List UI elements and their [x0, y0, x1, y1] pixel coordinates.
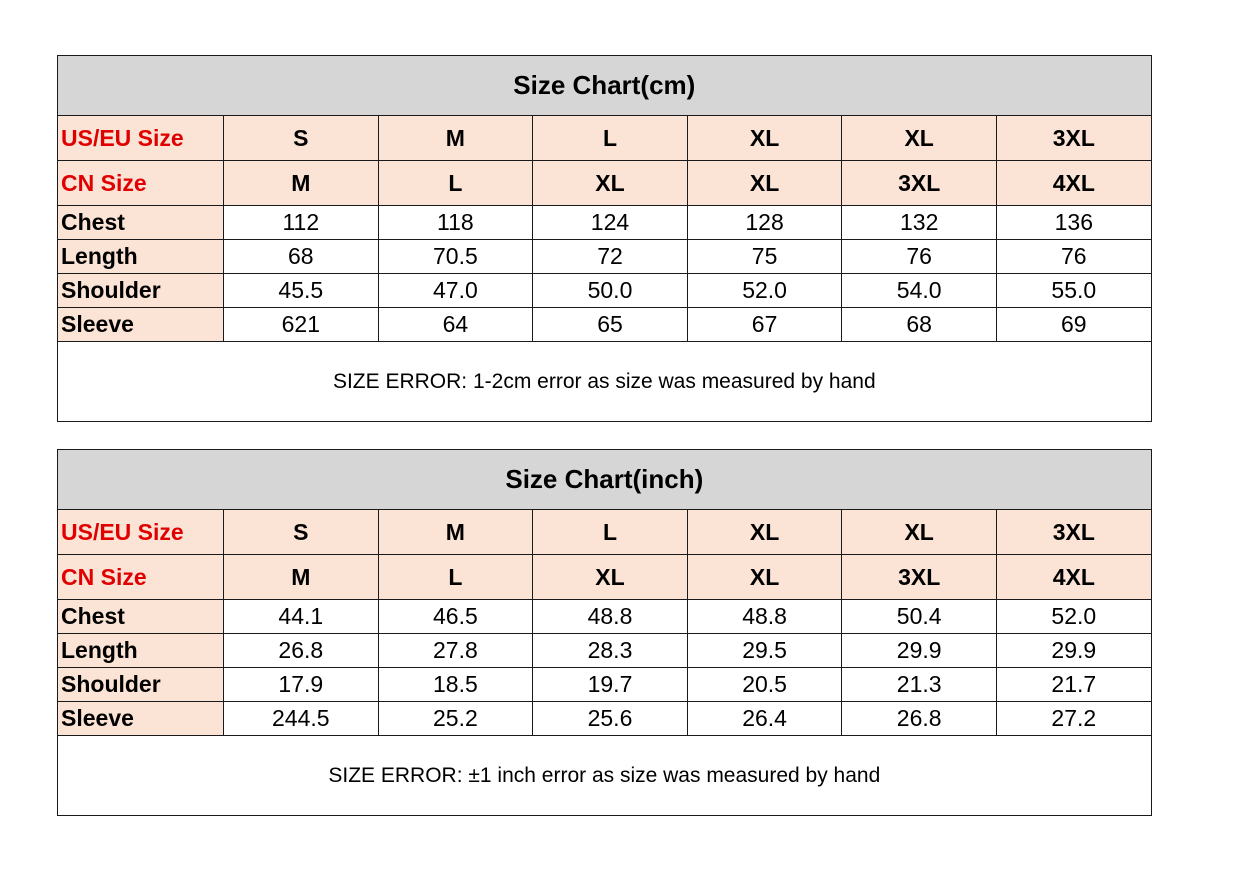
measurement-cell: 112 [224, 206, 379, 240]
measurement-cell: 26.8 [224, 634, 379, 668]
measurement-label: Length [58, 240, 224, 274]
measurement-cell: 70.5 [378, 240, 533, 274]
size-error-note: SIZE ERROR: 1-2cm error as size was measured by hand [58, 342, 1152, 422]
measurement-label: Sleeve [58, 702, 224, 736]
measurement-cell: 124 [533, 206, 688, 240]
measurement-label: Chest [58, 206, 224, 240]
size-cell: 3XL [996, 510, 1151, 555]
shoulder-row [58, 274, 1152, 308]
shoulder-row [58, 668, 1152, 702]
chart-title-row [58, 450, 1152, 510]
measurement-cell: 26.4 [687, 702, 842, 736]
measurement-cell: 128 [687, 206, 842, 240]
measurement-cell: 76 [842, 240, 997, 274]
measurement-cell: 25.6 [533, 702, 688, 736]
size-chart-cm [57, 55, 1152, 422]
size-cell: L [378, 161, 533, 206]
measurement-cell: 48.8 [687, 600, 842, 634]
us-eu-size-label: US/EU Size [58, 510, 224, 555]
measurement-cell: 64 [378, 308, 533, 342]
measurement-cell: 29.9 [996, 634, 1151, 668]
size-cell: XL [842, 116, 997, 161]
measurement-cell: 27.2 [996, 702, 1151, 736]
sleeve-row [58, 308, 1152, 342]
size-cell: XL [687, 116, 842, 161]
measurement-cell: 621 [224, 308, 379, 342]
measurement-cell: 244.5 [224, 702, 379, 736]
size-cell: 3XL [842, 161, 997, 206]
size-error-row [58, 736, 1152, 816]
measurement-cell: 75 [687, 240, 842, 274]
measurement-cell: 132 [842, 206, 997, 240]
measurement-label: Length [58, 634, 224, 668]
measurement-cell: 21.7 [996, 668, 1151, 702]
measurement-label: Sleeve [58, 308, 224, 342]
measurement-cell: 45.5 [224, 274, 379, 308]
measurement-cell: 44.1 [224, 600, 379, 634]
measurement-cell: 46.5 [378, 600, 533, 634]
measurement-cell: 18.5 [378, 668, 533, 702]
us-eu-size-label: US/EU Size [58, 116, 224, 161]
chart-title: Size Chart(inch) [58, 450, 1152, 510]
measurement-cell: 17.9 [224, 668, 379, 702]
us-eu-size-row [58, 510, 1152, 555]
chest-row [58, 206, 1152, 240]
length-row [58, 240, 1152, 274]
size-cell: L [533, 510, 688, 555]
measurement-cell: 25.2 [378, 702, 533, 736]
size-cell: XL [687, 555, 842, 600]
size-chart-inch [57, 449, 1152, 816]
measurement-cell: 72 [533, 240, 688, 274]
length-row [58, 634, 1152, 668]
measurement-cell: 118 [378, 206, 533, 240]
cn-size-row [58, 555, 1152, 600]
size-cell: XL [687, 161, 842, 206]
measurement-label: Shoulder [58, 274, 224, 308]
size-cell: XL [687, 510, 842, 555]
size-cell: M [224, 161, 379, 206]
measurement-cell: 52.0 [996, 600, 1151, 634]
measurement-cell: 65 [533, 308, 688, 342]
chart-title: Size Chart(cm) [58, 56, 1152, 116]
measurement-cell: 68 [224, 240, 379, 274]
size-cell: XL [842, 510, 997, 555]
measurement-cell: 76 [996, 240, 1151, 274]
size-error-note: SIZE ERROR: ±1 inch error as size was measured by hand [58, 736, 1152, 816]
us-eu-size-row [58, 116, 1152, 161]
size-cell: XL [533, 161, 688, 206]
measurement-cell: 67 [687, 308, 842, 342]
measurement-cell: 48.8 [533, 600, 688, 634]
measurement-cell: 68 [842, 308, 997, 342]
measurement-cell: 50.0 [533, 274, 688, 308]
measurement-cell: 20.5 [687, 668, 842, 702]
size-cell: L [533, 116, 688, 161]
measurement-cell: 69 [996, 308, 1151, 342]
size-cell: XL [533, 555, 688, 600]
size-cell: S [224, 510, 379, 555]
chest-row [58, 600, 1152, 634]
cn-size-label: CN Size [58, 555, 224, 600]
measurement-cell: 27.8 [378, 634, 533, 668]
chart-title-row [58, 56, 1152, 116]
sleeve-row [58, 702, 1152, 736]
measurement-label: Chest [58, 600, 224, 634]
size-cell: M [378, 116, 533, 161]
measurement-cell: 28.3 [533, 634, 688, 668]
size-cell: M [224, 555, 379, 600]
size-cell: 4XL [996, 555, 1151, 600]
size-cell: 4XL [996, 161, 1151, 206]
measurement-cell: 136 [996, 206, 1151, 240]
size-cell: M [378, 510, 533, 555]
size-cell: L [378, 555, 533, 600]
cn-size-label: CN Size [58, 161, 224, 206]
measurement-cell: 26.8 [842, 702, 997, 736]
measurement-cell: 19.7 [533, 668, 688, 702]
cn-size-row [58, 161, 1152, 206]
measurement-cell: 47.0 [378, 274, 533, 308]
measurement-label: Shoulder [58, 668, 224, 702]
size-error-row [58, 342, 1152, 422]
size-cell: 3XL [842, 555, 997, 600]
measurement-cell: 29.5 [687, 634, 842, 668]
measurement-cell: 50.4 [842, 600, 997, 634]
size-cell: S [224, 116, 379, 161]
measurement-cell: 52.0 [687, 274, 842, 308]
size-cell: 3XL [996, 116, 1151, 161]
measurement-cell: 21.3 [842, 668, 997, 702]
measurement-cell: 29.9 [842, 634, 997, 668]
measurement-cell: 55.0 [996, 274, 1151, 308]
measurement-cell: 54.0 [842, 274, 997, 308]
